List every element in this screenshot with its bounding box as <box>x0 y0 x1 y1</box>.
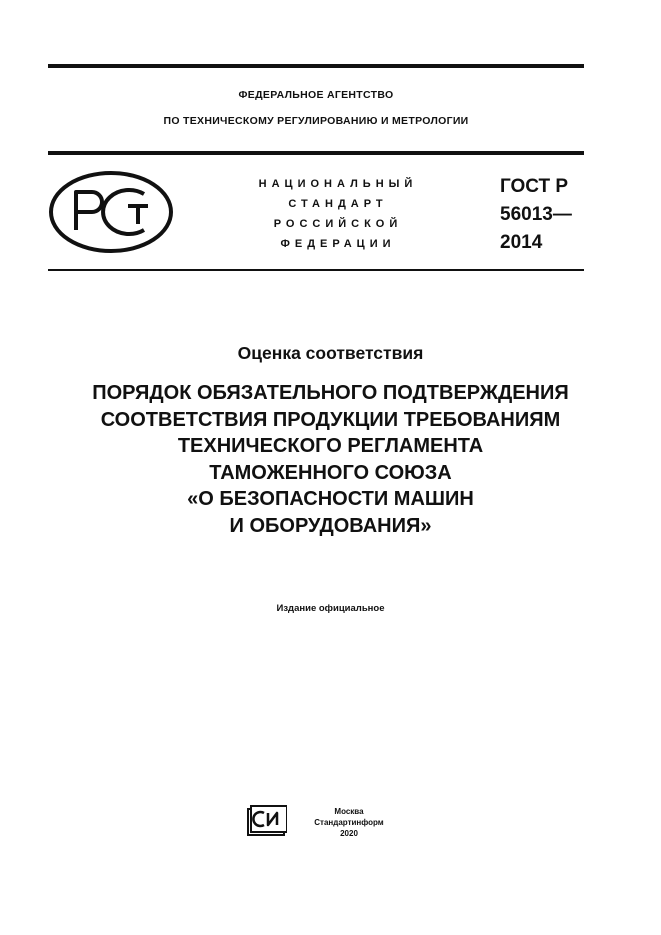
document-title-line6: И ОБОРУДОВАНИЯ» <box>229 514 432 537</box>
top-rule <box>48 64 584 68</box>
document-title-line4: ТАМОЖЕННОГО СОЮЗА <box>209 461 452 484</box>
agency-name-line2: ПО ТЕХНИЧЕСКОМУ РЕГУЛИРОВАНИЮ И МЕТРОЛОГИИ <box>163 115 469 127</box>
document-title-line1: ПОРЯДОК ОБЯЗАТЕЛЬНОГО ПОДТВЕРЖДЕНИЯ <box>92 382 569 404</box>
document-subject: Оценка соответствия <box>237 343 424 363</box>
standard-block-top-rule <box>48 151 584 155</box>
publisher-name: Стандартинформ <box>314 818 384 827</box>
document-title-line2: СООТВЕТСТВИЯ ПРОДУКЦИИ ТРЕБОВАНИЯМ <box>100 408 561 431</box>
national-standard-line4: ФЕДЕРАЦИИ <box>280 238 396 250</box>
gost-designation-line1: ГОСТ Р <box>500 176 569 197</box>
document-title-line5: «О БЕЗОПАСНОСТИ МАШИН <box>187 488 474 510</box>
standartinform-logo-icon <box>247 805 287 837</box>
edition-note: Издание официальное <box>276 603 385 614</box>
publisher-city: Москва <box>334 807 364 816</box>
gost-designation-line3: 2014 <box>500 232 543 253</box>
document-title-line3: ТЕХНИЧЕСКОГО РЕГЛАМЕНТА <box>177 435 484 457</box>
gost-r-logo-icon <box>48 170 174 254</box>
gost-designation-line2: 56013— <box>500 204 572 225</box>
standard-block-bottom-rule <box>48 269 584 271</box>
publication-year: 2020 <box>340 829 358 838</box>
national-standard-line3: РОССИЙСКОЙ <box>273 218 403 230</box>
agency-name-line1: ФЕДЕРАЛЬНОЕ АГЕНТСТВО <box>238 89 394 101</box>
national-standard-line2: СТАНДАРТ <box>288 198 388 210</box>
national-standard-line1: НАЦИОНАЛЬНЫЙ <box>258 178 418 190</box>
